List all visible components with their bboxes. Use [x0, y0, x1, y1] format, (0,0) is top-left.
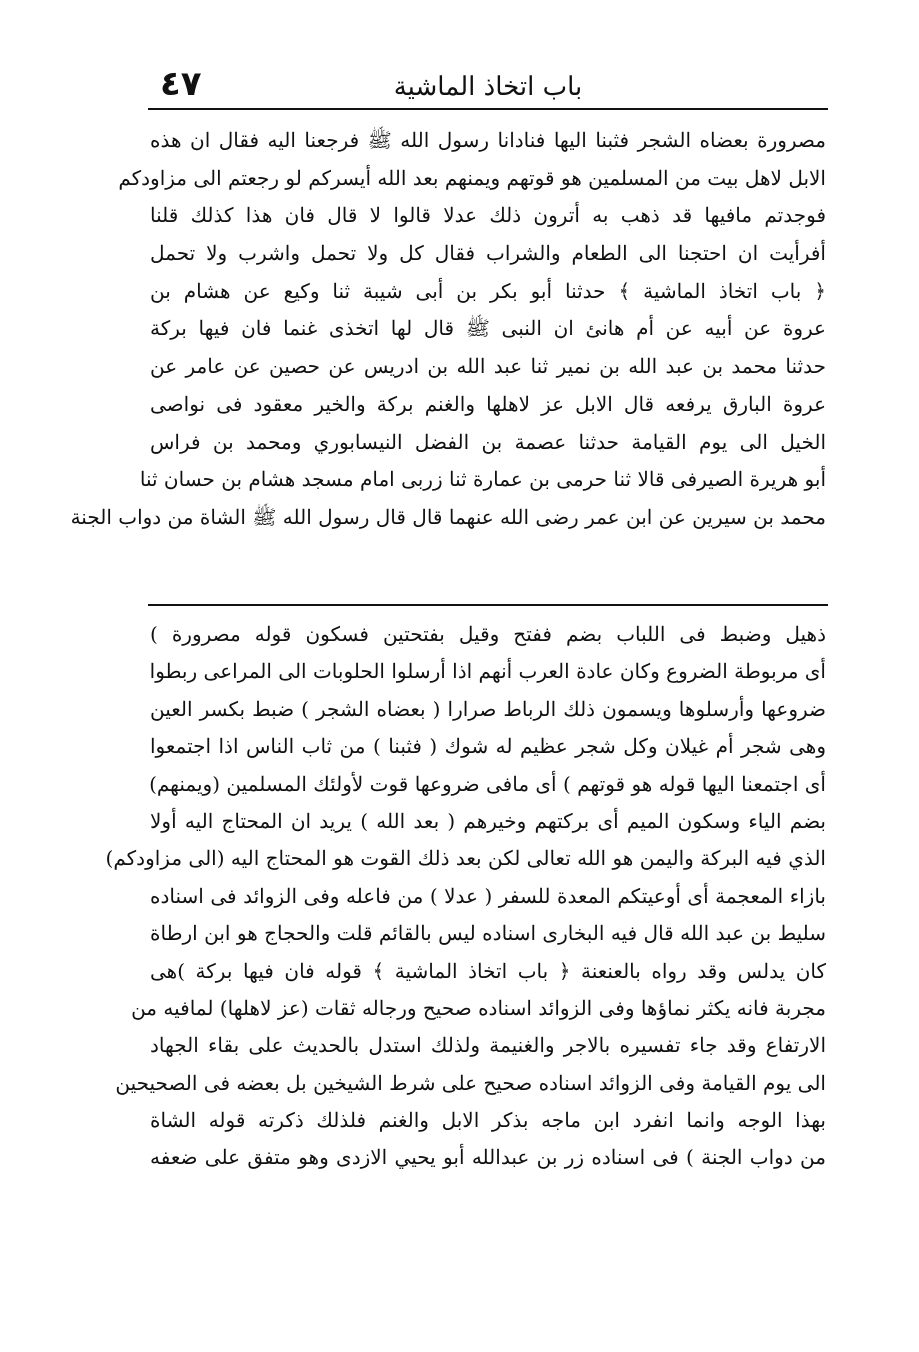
footnotes [105, 616, 826, 1177]
main-text-line: الخيل الى يوم القيامة حدثنا عصمة بن الفضل النيسابوري ومحمد بن فراس [150, 429, 826, 454]
footnote-line: الذي فيه البركة واليمن هو الله تعالى لكن بعد ذلك القوت هو المحتاج اليه (الى مزاودكم) [105, 846, 826, 871]
page-header [148, 62, 828, 106]
footnote-line: بهذا الوجه وانما انفرد ابن ماجه بذكر الابل والغنم فلذلك ذكرته قوله الشاة [150, 1108, 826, 1133]
main-text-line: عروة البارق يرفعه قال الابل عز لاهلها والغنم بركة والخير معقود فى نواصى [150, 391, 826, 416]
footnote-line: الارتفاع وقد جاء تفسيره بالاجر والغنيمة ولذلك استدل بالحديث على بقاء الجهاد [150, 1033, 826, 1058]
header-rule [148, 108, 828, 110]
main-text-line: حدثنا محمد بن عبد الله بن نمير ثنا عبد الله بن ادريس عن حصين عن عامر عن [150, 354, 826, 379]
footnote-line: أى مربوطة الضروع وكان عادة العرب أنهم اذا أرسلوا الحلوبات الى المراعى ربطوا [149, 659, 826, 684]
main-text-line: الابل لاهل بيت من المسلمين هو قوتهم ويمنهم بعد الله أيسركم لو رجعتم الى مزاودكم [118, 165, 826, 190]
footnote-line: كان يدلس وقد رواه بالعنعنة ﴿ باب اتخاذ الماشية ﴾ قوله فان فيها بركة )هى [150, 958, 826, 983]
main-text-line: مصرورة بعضاه الشجر فثبنا اليها فنادانا رسول الله ﷺ فرجعنا اليه فقال ان هذه [150, 128, 826, 152]
footnote-line: من دواب الجنة ) فى اسناده زر بن عبدالله أبو يحيي الازدى وهو متفق على ضعفه [150, 1145, 826, 1170]
footnote-line: الى يوم القيامة وفى الزوائد اسناده صحيح على شرط الشيخين بل بعضه فى الصحيحين [115, 1070, 826, 1095]
footnote-line: بازاء المعجمة أى أوعيتكم المعدة للسفر ( عدلا ) من فاعله وفى الزوائد فى اسناده [150, 883, 826, 908]
footnote-line: أى اجتمعنا اليها قوله هو قوتهم ) أى مافى ضروعها قوت لأولئك المسلمين (ويمنهم) [149, 771, 826, 796]
footnote-line: بضم الياء وسكون الميم أى بركتهم وخيرهم ( بعد الله ) يريد ان المحتاج اليه أولا [150, 808, 826, 833]
footnote-separator-rule [148, 604, 828, 606]
running-title: باب اتخاذ الماشية [393, 72, 583, 102]
footnote-line: سليط بن عبد الله قال فيه البخارى اسناده ليس بالقائم قلت والحجاج هو ابن ارطاة [150, 921, 826, 946]
main-text-line: عروة عن أبيه عن أم هانئ ان النبى ﷺ قال لها اتخذى غنما فان فيها بركة [150, 316, 826, 341]
footnote-line: ذهيل وضبط فى اللباب بضم ففتح وقيل بفتحتين فسكون قوله مصرورة ) [150, 622, 826, 646]
footnote-line: ضروعها وأرسلوها ويسمون ذلك الرباط صرارا ( بعضاه الشجر ) ضبط بكسر العين [150, 696, 826, 721]
main-text-line: أفرأيت ان احتجنا الى الطعام والشراب فقال كل ولا تحمل واشرب ولا تحمل [150, 241, 826, 266]
page-number: ٤٧ [160, 64, 202, 104]
main-text-line: فوجدتم مافيها قد ذهب به أترون ذلك عدلا قالوا لا قال فان هذا كذلك قلنا [150, 203, 826, 228]
main-text [70, 122, 826, 537]
main-text-line: ﴿ باب اتخاذ الماشية ﴾ حدثنا أبو بكر بن أبى شيبة ثنا وكيع عن هشام بن [150, 278, 826, 303]
footnote-line: وهى شجر أم غيلان وكل شجر عظيم له شوك ( فثبنا ) من ثاب الناس اذا اجتمعوا [150, 734, 826, 759]
footnote-line: مجربة فانه يكثر نماؤها وفى الزوائد اسناده صحيح ورجاله ثقات (عز لاهلها) لمافيه من [131, 995, 826, 1020]
main-text-line: أبو هريرة الصيرفى قالا ثنا حرمى بن عمارة ثنا زربى امام مسجد هشام بن حسان ثنا [139, 467, 826, 492]
main-text-line: محمد بن سيرين عن ابن عمر رضى الله عنهما قال قال رسول الله ﷺ الشاة من دواب الجنة [70, 504, 826, 529]
